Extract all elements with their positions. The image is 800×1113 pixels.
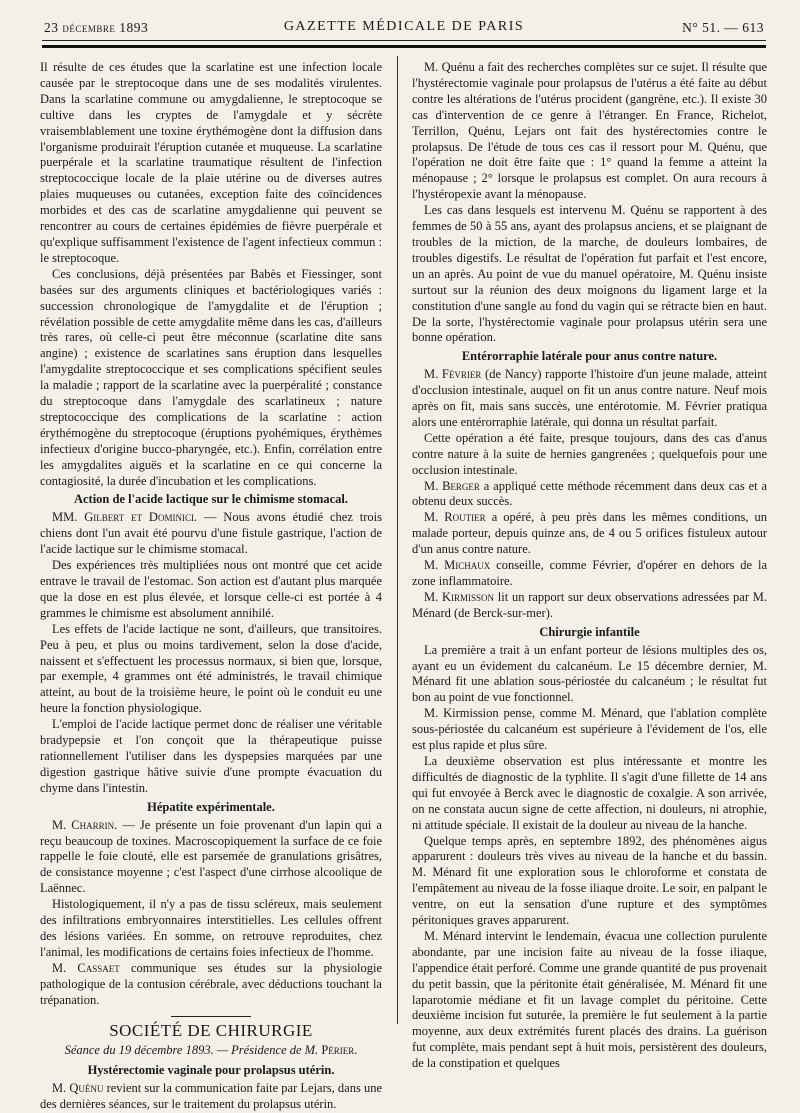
paragraph: Des expériences très multipliées nous ont montré que cet acide entrave le travail de l'estomac. Son action est d'autant plus marquée que la dose en est plus élevée, et lorsque celle-ci est portée à 4 grammes le chimisme est absolument annihilé. xyxy=(40,558,382,620)
paragraph: M. Berger a appliqué cette méthode récemment dans deux cas et a obtenu deux succès. xyxy=(412,478,767,509)
paragraph: MM. Gilbert et Dominici. — Nous avons étudié chez trois chiens dont l'un avait été pourvu d'une fistule gastrique, l'action de l'acide lactique sur le chimisme stomacal. xyxy=(40,510,382,557)
author-name: M. Michaux xyxy=(424,558,491,573)
author-name: M. Berger xyxy=(424,478,480,493)
section-heading: Chirurgie infantile xyxy=(539,624,640,639)
author-name: M. Quénu xyxy=(52,1081,104,1096)
session-line: Séance du 19 décembre 1893. — Présidence de M. Périer. xyxy=(64,1043,358,1058)
paragraph: Cette opération a été faite, presque toujours, dans des cas d'anus contre nature à la suite de hernies gangrenées ; quelquefois pour une occlusion intestinale. xyxy=(412,430,767,477)
paragraph: M. Kirmission pense, comme M. Ménard, que l'ablation complète sous-périostée du calcanéum est supérieure à l'évidement de l'os, elle est plus rapide et plus sûre. xyxy=(412,706,767,753)
page-header xyxy=(44,18,764,40)
author-name: MM. Gilbert et Dominici. xyxy=(52,510,198,525)
paragraph: Histologiquement, il n'y a pas de tissu scléreux, mais seulement des infiltrations embryonnaires interstitielles. Les cellules offrent des lésions variées. En somme, on retrouve reproduites, chez l'animal, les modifications de certains foies infectieux de l'homme. xyxy=(40,897,382,959)
paragraph: M. Quénu revient sur la communication faite par Lejars, dans une des dernières séances, sur le traitement du prolapsus utérin. xyxy=(40,1081,383,1112)
paragraph: M. Charrin. — Je présente un foie provenant d'un lapin qui a reçu beaucoup de toxines. Macroscopiquement la surface de ce foie rappelle le foie clouté, elle est parsemée de granulations grisâtres, de consistance moyenne ; c'est l'aspect d'une cirrhose alcoolique de Laënnec. xyxy=(40,817,382,896)
paragraph: M. Kirmisson lit un rapport sur deux observations adressées par M. Ménard (de Berck-sur-mer). xyxy=(412,589,767,620)
section-heading: Hystérectomie vaginale pour prolapsus utérin. xyxy=(87,1063,335,1078)
author-name: M. Février xyxy=(424,367,482,382)
section-heading: Entérorraphie latérale pour anus contre nature. xyxy=(461,349,718,364)
author-name: M. Charrin. xyxy=(52,817,118,832)
section-heading: Hépatite expérimentale. xyxy=(147,799,275,814)
paragraph: M. Quénu a fait des recherches complètes sur ce sujet. Il résulte que l'hystérectomie vaginale pour prolapsus de l'utérus a été faite au début contre les altérations de l'utérus procident (gangrène, etc.). Il existe 30 cas d'intervention de ce genre à l'étranger. En France, Richelot, Terrillon, Quénu, Lejars ont fait des hystérectomies contre le prolapsus. De l'étude de tous ces cas il ressort pour M. Quénu, que l'opération ne doit être faite que : 1° quand la femme a atteint la ménopause ; 2° lorsque le prolapsus est complet. On aura recours à l'hystéropexie avant la ménopause. xyxy=(412,60,767,202)
author-name: M. Kirmisson xyxy=(424,589,495,604)
section-heading: Action de l'acide lactique sur le chimisme stomacal. xyxy=(73,492,349,507)
header-rule-thick xyxy=(42,45,766,48)
paragraph: Les effets de l'acide lactique ne sont, d'ailleurs, que transitoires. Peu à peu, et plus ou moins tardivement, selon la dose d'acide, naissent et s'effectuent les processus normaux, si bien que, lorsque, par exemple, 4 grammes ont été administrés, le travail chimique atteint, au bout de la troisième heure, le point où le conduit eu une heure la fonction physiologique. xyxy=(40,621,382,716)
paragraph: Les cas dans lesquels est intervenu M. Quénu se rapportent à des femmes de 50 à 55 ans, ayant des prolapsus anciens, et se plaignant de troubles de la miction, de la marche, de douleurs lombaires, de troubles digestifs. Le résultat de l'opération fut parfait et l'est encore, un an après. Au point de vue du manuel opératoire, M. Quénu insiste surtout sur la réunion des deux moignons du ligament large et la constitution d'une sangle au fond du vagin qui se rétracte bien en haut. De la sorte, l'hystérectomie vaginale pour prolapsus utérin sera une bonne opération. xyxy=(412,203,767,345)
paragraph: Il résulte de ces études que la scarlatine est une infection locale causée par le streptocoque dans une de ses modalités virulentes. Dans la scarlatine commune ou amygdalienne, le streptocoque se cultive dans les cryptes de l'amygdale et y sécrète vraisemblablement une toxine érythémogène dont la diffusion dans l'organisme produirait l'éruption cutanée et muqueuse. La scarlatine puerpérale et la scarlatine traumatique résultent de l'infection streptococcique locale de la plaie utérine ou de diverses autres plaies muqueuses ou cutanées, exception faite des coïncidences morbides et des cas de scarlatine amygdalienne qui peuvent se rencontrer au cours de certaines épidémies de fièvre puerpérale et qu'explique suffisamment l'existence de l'agent infectieux commun : le streptocoque. xyxy=(40,60,382,265)
section-separator xyxy=(171,1016,251,1017)
left-column xyxy=(40,60,382,1113)
paragraph: Ces conclusions, déjà présentées par Babès et Fiessinger, sont basées sur des arguments cliniques et bactériologiques variés : succession chronologique de l'amygdalite et de l'éruption ; révélation possible de cette amygdalite même dans les cas, d'ailleurs très rares, où celle-ci peut être méconnue (scarlatine dite sans angine) ; existence de scarlatines sans éruption dans lesquelles l'amygdalite streptococcique et ses complications spécifient seules la maladie ; rapport de la scarlatine avec la puerpéralité ; constance du streptocoque dans l'amygdale des scarlatineux ; nature streptococcique des complications de la scarlatine : action érythémogène du streptocoque (éruptions pyohémiques, érythèmes infectieux d'origine bucco-pharyngée, etc.). Enfin, corrélation entre les amygdalites aiguës et la scarlatine en ce qui concerne la contagiosité, la durée d'incubation et les complications. xyxy=(40,266,382,488)
paragraph: La deuxième observation est plus intéressante et montre les difficultés de diagnostic de la typhlite. Il s'agit d'une fillette de 14 ans qui fut envoyée à Berck avec le diagnostic de coxalgie. A son arrivée, on ne constata aucun signe de cette affection, ni douleurs, ni atrophie, ni attitude spéciale. Il existait de la douleur au niveau de la hanche. xyxy=(412,753,767,832)
header-rule-thin xyxy=(42,40,766,41)
paragraph: M. Février (de Nancy) rapporte l'histoire d'un jeune malade, atteint d'occlusion intestinale, auquel on fit un anus contre nature. Neuf mois après on fit, mais sans succès, une entérotomie. M. Février pratiqua alors une entérorraphie latérale, qui donna un résultat parfait. xyxy=(412,367,767,429)
paragraph: L'emploi de l'acide lactique permet donc de réaliser une véritable bradypepsie et l'on conçoit que la thérapeutique puisse rationnellement l'utiliser dans les dyspepsies marquées par une digestion gastrique hâtive suivie d'une prompte évacuation du chyme dans l'intestin. xyxy=(40,717,382,795)
author-name: M. Routier xyxy=(424,510,486,525)
right-column xyxy=(412,60,767,1072)
paragraph: Quelque temps après, en septembre 1892, des phénomènes aigus apparurent : douleurs très vives au niveau de la hanche et du bassin. M. Ménard fit une exploration sous le chloroforme et constata de l'empâtement au niveau de la fosse iliaque droite. Le soir, en palpant le ventre, on eut la sensation d'une rupture et des symptômes péritoniques graves apparurent. xyxy=(412,833,767,928)
paragraph: M. Cassaet communique ses études sur la physiologie pathologique de la contusion cérébrale, avec déductions touchant la trépanation. xyxy=(40,960,382,1007)
paragraph: M. Routier a opéré, à peu près dans les mêmes conditions, un malade porteur, depuis quinze ans, de 4 ou 5 orifices fistuleux autour d'un anus contre nature. xyxy=(412,510,768,557)
paragraph: M. Ménard intervint le lendemain, évacua une collection purulente abondante, par une incision faite au niveau de la fosse iliaque, l'appendice était perforé. Comme une grande quantité de pus provenait du petit bassin, que la péritonite était généralisée, M. Ménard fit une laparotomie médiane et fit un lavage complet du péritoine. Cette deuxième incision fut suturée, la première le fut seulement à la partie moyenne, aux deux extrémités furent placés des drains. La guérison fut complète, mais pendant sept à huit mois, persistèrent des douleurs, de la constipation et quelques xyxy=(412,928,767,1071)
issue-page-number: N° 51. — 613 xyxy=(682,20,764,35)
paragraph: M. Michaux conseille, comme Février, d'opérer en dehors de la zone inflammatoire. xyxy=(412,558,767,588)
column-divider xyxy=(397,56,398,1024)
paragraph: La première a trait à un enfant porteur de lésions multiples des os, ayant eu un évidement du calcanéum. Le 15 décembre dernier, M. Ménard fit une ablation sous-périostée du calcanéum ; le résultat fut bon au point de vue fonctionnel. xyxy=(412,642,767,705)
author-name: M. Cassaet xyxy=(52,960,120,975)
journal-title: GAZETTE MÉDICALE DE PARIS xyxy=(283,19,525,34)
society-title: SOCIÉTÉ DE CHIRURGIE xyxy=(109,1021,313,1041)
issue-date: 23 décembre 1893 xyxy=(44,20,149,35)
